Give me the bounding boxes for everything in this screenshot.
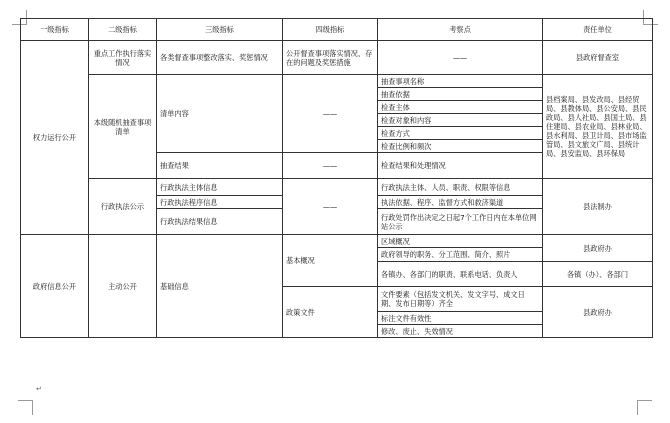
page-corner-mark	[18, 400, 33, 415]
unit-cell: 各镇（办）、各部门	[543, 262, 653, 287]
header-points: 考察点	[378, 19, 543, 41]
unit-cell: 县政府督查室	[543, 41, 653, 75]
points-cell: 检查方式	[378, 127, 543, 140]
level4-cell: 公开督查事项落实情况、存在的问题及奖惩措施	[283, 41, 378, 75]
points-cell: 执法依据、程序、监督方式和救济渠道	[378, 196, 543, 209]
unit-cell: 县政府办	[543, 287, 653, 338]
level2-cell: 本级随机抽查事项清单	[89, 75, 157, 179]
level2-cell: 主动公开	[89, 235, 157, 338]
table-row	[21, 235, 653, 248]
points-cell: 标注文件有效性	[378, 312, 543, 325]
points-cell: 检查结果和处理情况	[378, 153, 543, 179]
points-cell: 抽查依据	[378, 88, 543, 101]
level3-cell: 抽查结果	[157, 153, 283, 179]
points-cell: 各镇办、各部门的职责、联系电话、负责人	[378, 262, 543, 287]
level2-cell: 行政执法公示	[89, 179, 157, 235]
table-row	[21, 41, 653, 75]
points-cell: 文件要素（包括发文机关、发文字号、成文日期、发布日期等）齐全	[378, 287, 543, 312]
unit-cell: 县政府办	[543, 235, 653, 262]
points-cell: 行政处罚作出决定之日起7个工作日内在本单位网站公示	[378, 209, 543, 235]
level4-cell: ——	[283, 179, 378, 235]
table-row	[21, 179, 653, 196]
level3-cell: 行政执法结果信息	[157, 209, 283, 235]
table-row	[21, 75, 653, 88]
level3-cell: 清单内容	[157, 75, 283, 153]
paragraph-mark: ↵	[36, 385, 42, 393]
header-row	[21, 19, 653, 41]
points-cell: 抽查事项名称	[378, 75, 543, 88]
disclosure-index-table	[20, 18, 653, 338]
level1-cell: 权力运行公开	[21, 41, 89, 235]
unit-cell: 县档案局、县发改局、县经贸局、县教体局、县公安局、县民政局、县人社局、县国土局、县住建局、县农业局、县林业局、县水利局、县卫计局、县市场监管局、县文旅文广局、县统计局、县安监局、县环保局	[543, 75, 653, 179]
unit-cell: 县法制办	[543, 179, 653, 235]
level2-cell: 重点工作执行落实情况	[89, 41, 157, 75]
level4-cell: ——	[283, 75, 378, 153]
header-level1: 一级指标	[21, 19, 89, 41]
level3-cell: 各类督查事项整改落实、奖惩情况	[157, 41, 283, 75]
header-unit: 责任单位	[543, 19, 653, 41]
points-cell: 检查对象和内容	[378, 114, 543, 127]
level3-cell: 行政执法程序信息	[157, 196, 283, 209]
level3-cell: 基础信息	[157, 235, 283, 338]
level4-cell: ——	[283, 153, 378, 179]
level1-cell: 政府信息公开	[21, 235, 89, 338]
points-cell: ——	[378, 41, 543, 75]
level4-cell: 基本概况	[283, 235, 378, 287]
points-cell: 修改、废止、失效情况	[378, 325, 543, 338]
header-level2: 二级指标	[89, 19, 157, 41]
level3-cell: 行政执法主体信息	[157, 179, 283, 196]
points-cell: 检查主体	[378, 101, 543, 114]
level4-cell: 政策文件	[283, 287, 378, 338]
header-level4: 四级指标	[283, 19, 378, 41]
points-cell: 检查比例和频次	[378, 140, 543, 153]
points-cell: 行政执法主体、人员、职责、权限等信息	[378, 179, 543, 196]
page-corner-mark	[637, 400, 652, 415]
points-cell: 政府领导的职务、分工范围、简介、照片	[378, 248, 543, 262]
header-level3: 三级指标	[157, 19, 283, 41]
points-cell: 区域概况	[378, 235, 543, 248]
